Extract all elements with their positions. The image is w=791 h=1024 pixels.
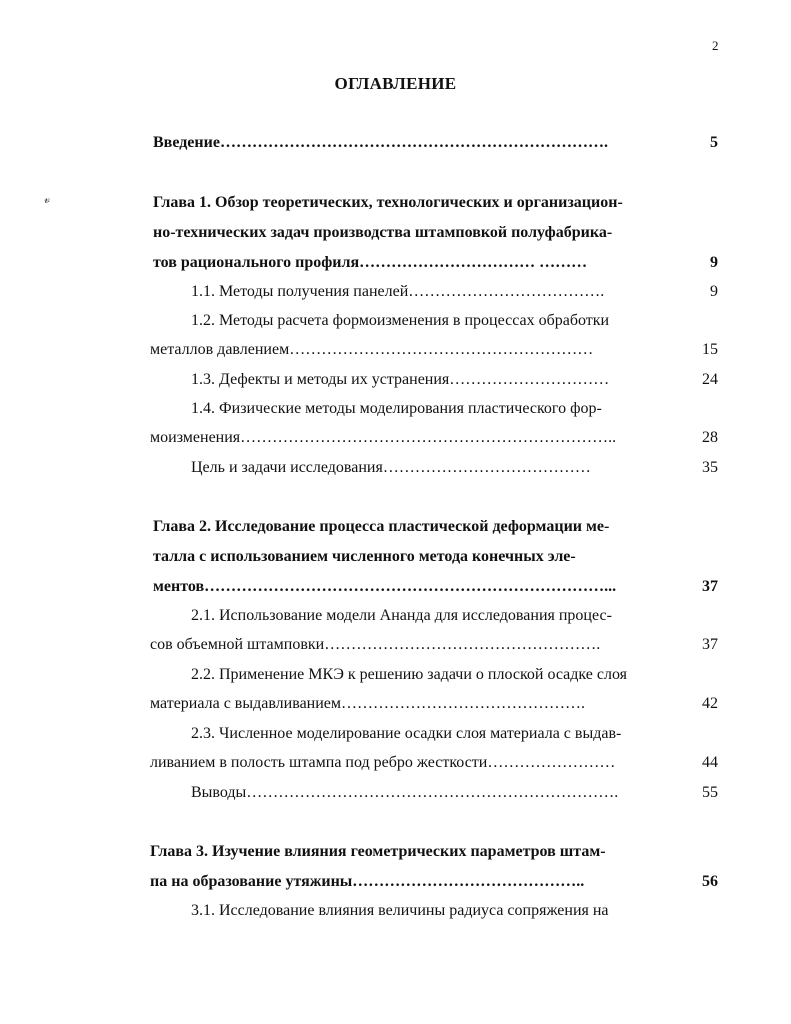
- toc-2-1-page: 37: [702, 636, 718, 653]
- toc-goal-page: 35: [702, 459, 718, 476]
- toc-ch2-line1: Глава 2. Исследование процесса пластической деформации ме-: [153, 518, 610, 535]
- toc-2-3-page: 44: [702, 754, 718, 771]
- toc-ch3-line2: па на образование утяжины……………………………………..: [150, 873, 585, 890]
- toc-ch1-line1: Глава 1. Обзор теоретических, технологических и организацион-: [153, 194, 623, 211]
- toc-1-4-line2: моизменения……………………………………………………………..: [150, 429, 617, 446]
- toc-2-2-line2: материала с выдавливанием……………………………………….: [150, 695, 586, 712]
- page-number: 2: [712, 38, 719, 53]
- toc-2-1-line1: 2.1. Использование модели Ананда для исследования процес-: [191, 607, 612, 624]
- toc-ch3-page: 56: [702, 873, 718, 890]
- toc-intro-page: 5: [710, 134, 718, 151]
- page-title: ОГЛАВЛЕНИЕ: [334, 74, 457, 93]
- toc-2-1-line2: сов объемной штамповки…………………………………………….: [150, 636, 601, 653]
- toc-ch1-page: 9: [710, 254, 718, 271]
- toc-1-1: 1.1. Методы получения панелей……………………………….: [191, 283, 605, 300]
- toc-1-3: 1.3. Дефекты и методы их устранения…………………………: [191, 371, 610, 388]
- toc-1-4-page: 28: [702, 429, 718, 446]
- toc-1-2-page: 15: [702, 341, 718, 358]
- toc-ch1-line2: но-технических задач производства штамповкой полуфабрика-: [153, 224, 613, 241]
- toc-ch3-line1: Глава 3. Изучение влияния геометрических параметров штам-: [150, 843, 606, 860]
- toc-ch2-page: 37: [702, 578, 718, 595]
- toc-ch2-line3: ментов…………………………………………………………………...: [153, 578, 617, 595]
- toc-1-3-page: 24: [702, 371, 718, 388]
- margin-mark: 𝓋: [44, 192, 50, 206]
- toc-1-4-line1: 1.4. Физические методы моделирования пластического фор-: [191, 400, 602, 417]
- toc-1-1-page: 9: [710, 283, 718, 300]
- toc-conclusions-page: 55: [702, 784, 718, 801]
- toc-ch1-line3: тов рационального профиля…………………………… ………: [153, 254, 588, 271]
- toc-2-2-line1: 2.2. Применение МКЭ к решению задачи о плоской осадке слоя: [191, 666, 628, 683]
- toc-conclusions: Выводы…………………………………………………………….: [191, 784, 619, 801]
- toc-2-3-line2: ливанием в полость штампа под ребро жесткости……………………: [150, 754, 616, 771]
- toc-goal: Цель и задачи исследования…………………………………: [191, 459, 591, 476]
- toc-3-1-line1: 3.1. Исследование влияния величины радиуса сопряжения на: [191, 902, 609, 919]
- toc-2-2-page: 42: [702, 695, 718, 712]
- toc-2-3-line1: 2.3. Численное моделирование осадки слоя материала с выдав-: [191, 725, 622, 742]
- toc-intro: Введение……………………………………………………………….: [153, 134, 608, 151]
- toc-ch2-line2: талла с использованием численного метода конечных эле-: [153, 548, 576, 565]
- toc-1-2-line2: металлов давлением…………………………………………………: [150, 341, 594, 358]
- toc-1-2-line1: 1.2. Методы расчета формоизменения в процессах обработки: [191, 312, 610, 329]
